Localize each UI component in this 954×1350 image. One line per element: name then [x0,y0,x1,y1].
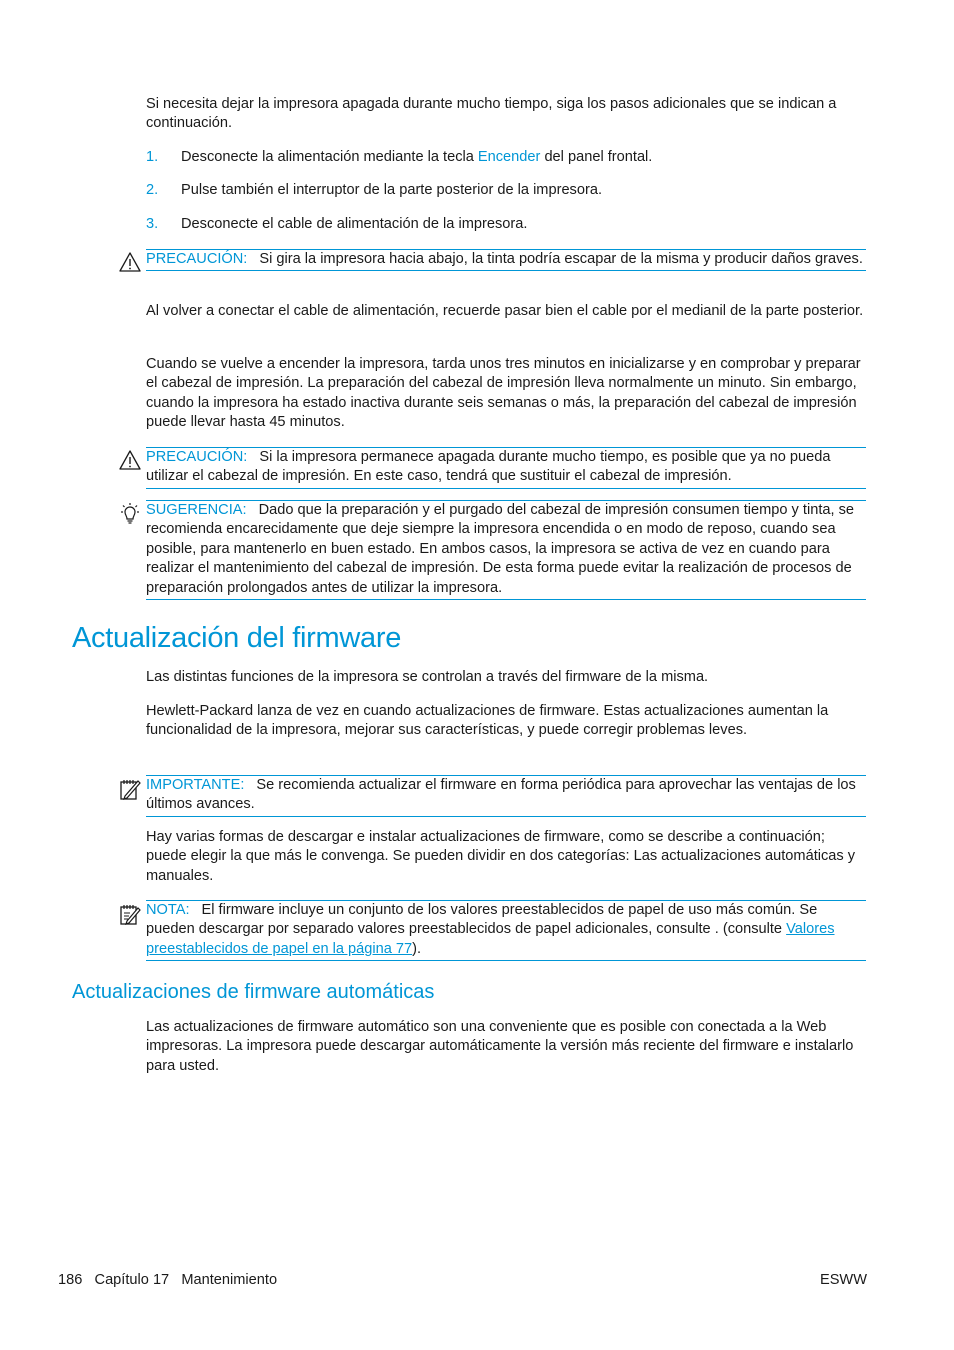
auto-updates-paragraph: Las actualizaciones de firmware automático son una conveniente que es posible con conectada a la Web impresoras. La impresora puede descargar automáticamente la versión más reciente del firmware e instalarlo para usted. [146,1019,854,1074]
important-icon [118,777,142,801]
note-text: El firmware incluye un conjunto de los valores preestablecidos de papel de uso más común. Se pueden descargar por separado valores preestablecidos de papel adicionales, consulte . (consulte [146,902,818,938]
caution-label: PRECAUCIÓN: [146,449,248,465]
paper-presets-link[interactable]: Valores preestablecidos de papel en la página 77 [146,921,835,957]
important-label: IMPORTANTE: [146,777,245,793]
chapter-title: Mantenimiento [181,1272,278,1288]
caution-text: Si la impresora permanece apagada durante mucho tiempo, es posible que ya no pueda utilizar el cabezal de impresión. En este caso, tendrá que sustituir el cabezal de impresión. [146,449,831,485]
page-number: 186 [58,1272,83,1288]
caution-text: Si gira la impresora hacia abajo, la tinta podría escapar de la misma y producir daños graves. [259,251,863,267]
intro-paragraph: Si necesita dejar la impresora apagada durante mucho tiempo, siga los pasos adicionales que se indican a continuación. [146,96,837,132]
footer-right: ESWW [819,1272,867,1288]
functions-paragraph: Las distintas funciones de la impresora se controlan a través del firmware de la misma. [146,669,709,685]
caution-note [146,249,866,271]
encender-key: Encender [477,149,541,165]
caution-label: PRECAUCIÓN: [146,251,248,267]
reconnect-paragraph: Al volver a conectar el cable de alimentación, recuerde pasar bien el cable por el medianil de la parte posterior. [146,303,864,319]
note-text-end: ). [412,940,422,957]
important-text: Se recomienda actualizar el firmware en forma periódica para aprovechar las ventajas de los últimos avances. [146,777,856,813]
warning-icon [118,250,142,274]
caution-note [146,447,866,489]
step-number: 1. [146,149,159,165]
section-title: Actualización del firmware [72,622,402,654]
important-note [146,775,866,817]
step-text: Desconecte el cable de alimentación de la impresora. [181,216,528,232]
warning-icon [118,448,142,472]
tip-text: Dado que la preparación y el purgado del cabezal de impresión consumen tiempo y tinta, se recomienda encarecidamente que deje siempre la impresora encendida o en modo de reposo, cuando sea posible, para mantenerlo en buen estado. En ambos casos, la impresora se activa de vez en cuando para realizar el mantenimiento del cabezal de impresión. De esta forma puede evitar la realización de procesos de preparación prolongados antes de utilizar la impresora. [146,502,855,596]
step-text: Desconecte la alimentación mediante la tecla Encender del panel frontal. [181,149,653,165]
hp-paragraph: Hewlett-Packard lanza de vez en cuando actualizaciones de firmware. Estas actualizaciones aumentan la funcionalidad de la impresora, mejorar sus características, y puede corregir problemas leves. [146,703,829,739]
power-on-paragraph: Cuando se vuelve a encender la impresora, tarda unos tres minutos en inicializarse y en comprobar y preparar el cabezal de impresión. La preparación del cabezal de impresión lleva normalmente un minuto. Sin embargo, cuando la impresora ha estado inactiva durante seis semanas o más, la preparación del cabezal de impresión puede llevar hasta 45 minutos. [146,356,861,431]
step-text: Pulse también el interruptor de la parte posterior de la impresora. [181,182,603,198]
subsection-title: Actualizaciones de firmware automáticas [72,981,435,1003]
lightbulb-icon [118,502,142,526]
tip-label: SUGERENCIA: [146,502,247,518]
note-label: NOTA: [146,902,190,918]
note-icon [118,902,142,926]
chapter-label: Capítulo 17 [94,1272,170,1288]
footer-left [58,1271,277,1290]
step-number: 2. [146,182,159,198]
step-number: 3. [146,216,159,232]
tip-note [146,500,866,600]
note-box [146,900,866,961]
ways-paragraph: Hay varias formas de descargar e instalar actualizaciones de firmware, como se describe a continuación; puede elegir la que más le convenga. Se pueden dividir en dos categorías: Las actualizaciones automáticas y manuales. [146,829,856,884]
